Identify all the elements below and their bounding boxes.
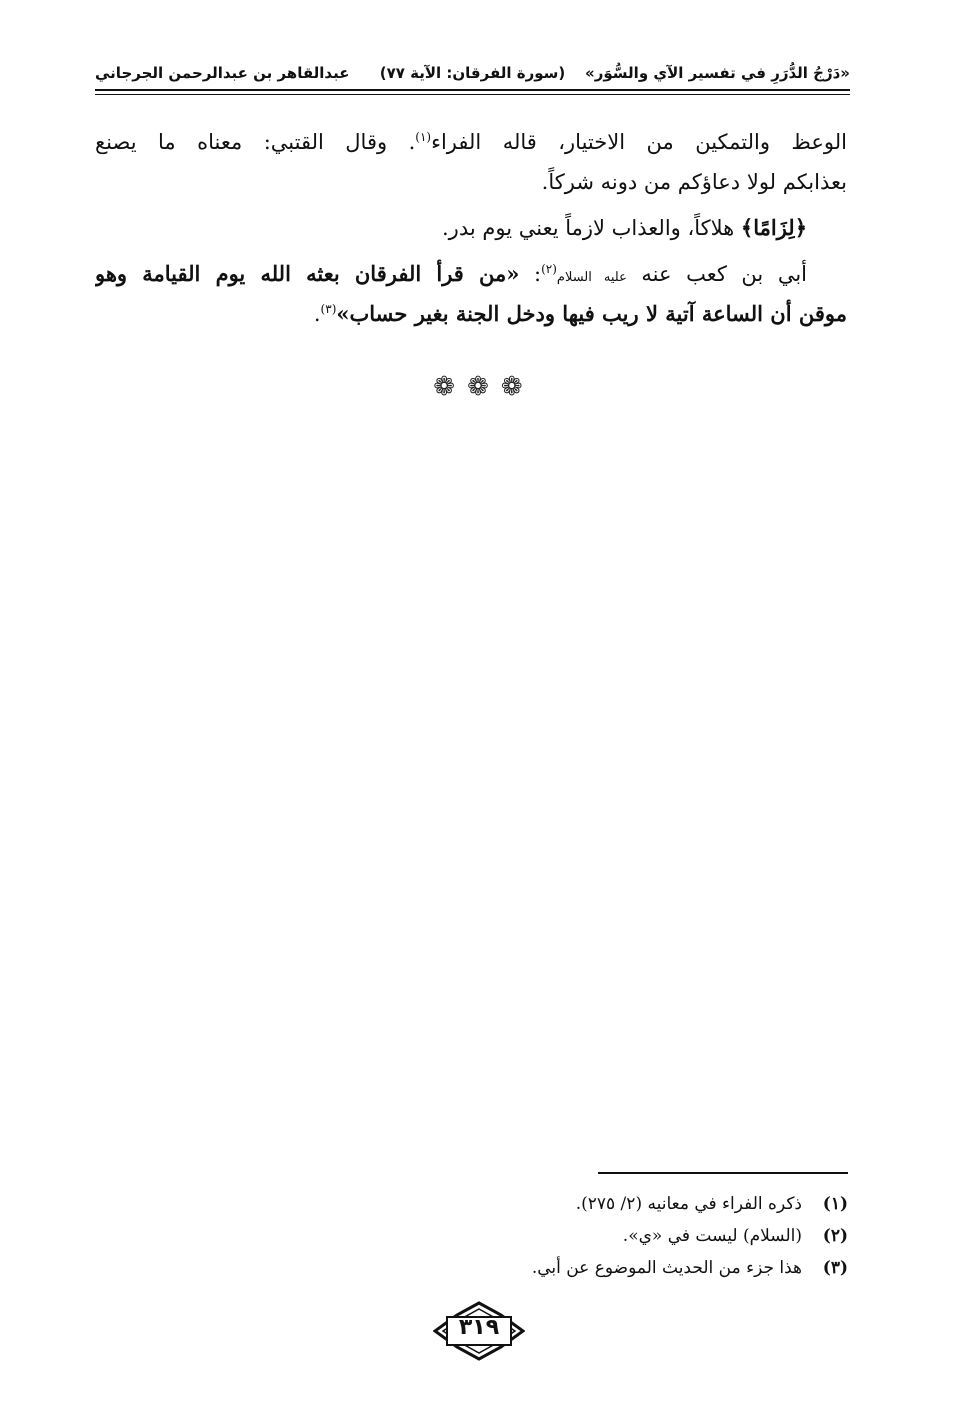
footnote-number: (١) (822, 1194, 848, 1214)
book-title: «دَرْجُ الدُّرَرِ في تفسير الآي والسُّوَر» (585, 64, 850, 82)
running-header (95, 58, 850, 88)
paragraph-1-line-1 (95, 122, 847, 162)
footnote-ref-3[interactable]: (٣) (320, 302, 337, 316)
footnote-number: (٣) (822, 1258, 848, 1278)
footnote-ref-2[interactable]: (٢) (541, 262, 557, 276)
text-span: الوعظ والتمكين من الاختيار، قاله الفراء (431, 130, 847, 154)
footnote-text: ذكره الفراء في معانيه (٢/ ٢٧٥). (575, 1194, 802, 1214)
paragraph-3-line-2 (95, 294, 847, 334)
footnote-ref-1[interactable]: (١) (415, 130, 432, 144)
header-rule (95, 89, 850, 91)
salutation: عليه السلام (556, 270, 627, 285)
ornament-star-icon: ❁ (500, 372, 523, 402)
footnote-number: (٢) (822, 1226, 848, 1246)
main-text (95, 122, 847, 334)
quran-word: ﴿لِزَامًا﴾ (740, 215, 807, 240)
text-span: أبي بن كعب عنه (626, 262, 807, 286)
footnote-text: هذا جزء من الحديث الموضوع عن أبي. (531, 1258, 802, 1278)
footnote-rule (598, 1172, 848, 1174)
footnote-1 (300, 1188, 848, 1220)
text-span: . (313, 302, 321, 326)
surah-info: (سورة الفرقان: الآية ٧٧) (379, 64, 566, 82)
page-number-ornament (433, 1301, 525, 1361)
header-rule-thin (95, 94, 850, 95)
page-number: ٣١٩ (458, 1315, 500, 1340)
text-span: . وقال القتبي: معناه ما يصنع (95, 130, 416, 154)
ornament-star-icon: ❁ (433, 372, 456, 402)
footnote-3 (300, 1252, 848, 1284)
text-span: بعذابكم لولا دعاؤكم من دونه شركاً. (541, 170, 847, 194)
text-span: : (519, 262, 542, 286)
paragraph-2 (95, 208, 847, 248)
author-name: عبدالقاهر بن عبدالرحمن الجرجاني (95, 64, 350, 82)
ornament-star-icon: ❁ (467, 372, 489, 402)
footnote-2 (300, 1220, 848, 1252)
paragraph-1-line-2 (95, 162, 847, 202)
section-separator (0, 372, 956, 402)
paragraph-3-line-1 (95, 254, 847, 294)
text-span: هلاكاً، والعذاب لازماً يعني يوم بدر. (442, 216, 741, 240)
hadith-text: «من قرأ الفرقان بعثه الله يوم القيامة وهو (95, 261, 520, 286)
footnotes (300, 1188, 848, 1284)
footnote-text: (السلام) ليست في «ي». (622, 1226, 802, 1246)
hadith-text: موقن أن الساعة آتية لا ريب فيها ودخل الجنة بغير حساب» (336, 301, 847, 326)
